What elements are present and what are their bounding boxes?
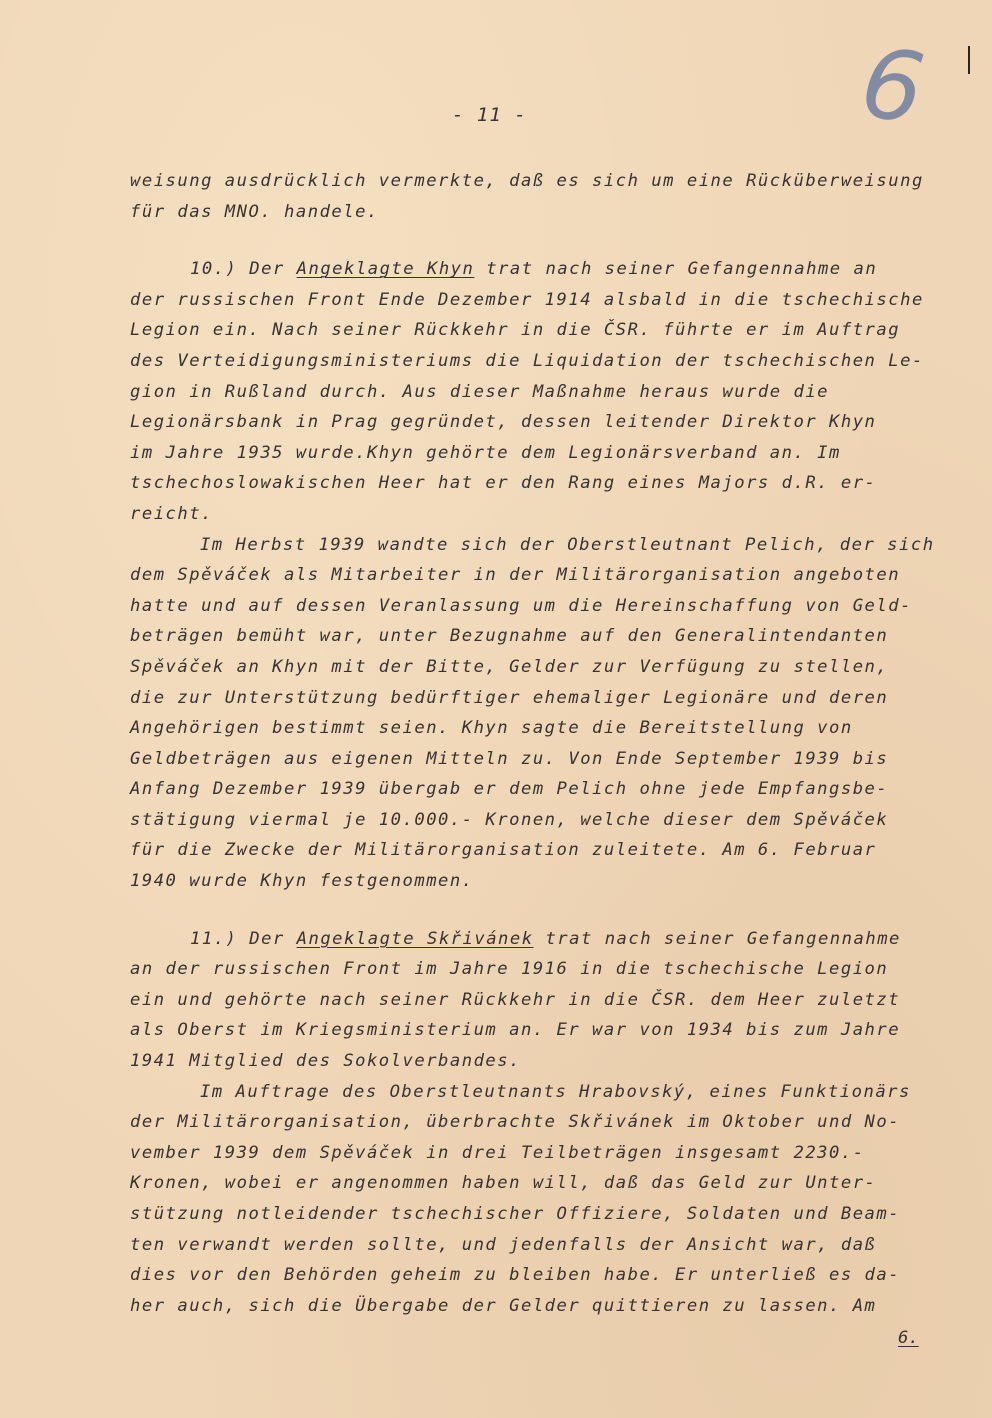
catchword: 6.: [898, 1328, 919, 1348]
page-number: - 11 -: [452, 104, 527, 126]
paragraph-11-heading: [130, 924, 970, 955]
text-line: Legion ein. Nach seiner Rückkehr in die ČSR. führte er im Auftrag: [130, 320, 901, 341]
text-line: her auch, sich die Übergabe der Gelder quittieren zu lassen. Am: [130, 1295, 877, 1316]
text-line: Anfang Dezember 1939 übergab er dem Pelich ohne jede Empfangsbe-: [130, 779, 889, 800]
text-line: Geldbeträgen aus eigenen Mitteln zu. Von Ende September 1939 bis: [130, 748, 889, 769]
text-line: beträgen bemüht war, unter Bezugnahme auf den Generalintendanten: [130, 626, 889, 647]
text-line: reicht.: [130, 503, 213, 524]
text-line: vember 1939 dem Spěváček in drei Teilbeträgen insgesamt 2230.-: [130, 1142, 865, 1163]
text-line: weisung ausdrücklich vermerkte, daß es sich um eine Rücküberweisung: [130, 171, 924, 191]
paragraph-number: 10.) Der: [190, 259, 297, 280]
text-line: Im Auftrage des Oberstleutnants Hrabovský, eines Funktionärs: [200, 1081, 911, 1102]
text-line: Spěváček an Khyn mit der Bitte, Gelder zur Verfügung zu stellen,: [130, 656, 889, 677]
text-line: 1940 wurde Khyn festgenommen.: [130, 871, 474, 892]
text-line: ten verwandt werden sollte, und jedenfalls der Ansicht war, daß: [130, 1234, 877, 1255]
text-line: 1941 Mitglied des Sokolverbandes.: [130, 1051, 521, 1072]
text-line: ein und gehörte nach seiner Rückkehr in die ČSR. dem Heer zuletzt: [130, 989, 901, 1010]
paragraph-number: 11.) Der: [190, 928, 297, 949]
text-line: Im Herbst 1939 wandte sich der Oberstleutnant Pelich, der sich: [200, 534, 935, 555]
document-body: [130, 166, 970, 1321]
text-line: im Jahre 1935 wurde.Khyn gehörte dem Legionärsverband an. Im: [130, 442, 841, 463]
text-line: für das MNO. handele.: [130, 201, 379, 222]
handwritten-folio-number: 6: [854, 26, 931, 146]
text-line: gion in Rußland durch. Aus dieser Maßnahme heraus wurde die: [130, 381, 830, 402]
text-line: der Militärorganisation, überbrachte Skřivánek im Oktober und No-: [130, 1112, 901, 1133]
text-line: stätigung viermal je 10.000.- Kronen, welche dieser dem Spěváček: [130, 809, 889, 830]
text-line: als Oberst im Kriegsministerium an. Er war von 1934 bis zum Jahre: [130, 1020, 901, 1041]
text-line: trat nach seiner Gefangennahme an: [474, 259, 878, 280]
text-line: dies vor den Behörden geheim zu bleiben habe. Er unterließ es da-: [130, 1265, 901, 1286]
text-line: tschechoslowakischen Heer hat er den Rang eines Majors d.R. er-: [130, 473, 877, 494]
text-line: Angehörigen bestimmt seien. Khyn sagte die Bereitstellung von: [130, 718, 853, 739]
defendant-name: Angeklagte Skřivánek: [296, 928, 534, 949]
text-line: für die Zwecke der Militärorganisation zuleitete. Am 6. Februar: [130, 840, 877, 861]
text-line: stützung notleidender tschechischer Offiziere, Soldaten und Beam-: [130, 1204, 901, 1224]
text-line: die zur Unterstützung bedürftiger ehemaliger Legionäre und deren: [130, 687, 889, 708]
page-edge-mark: [968, 46, 970, 74]
text-line: Kronen, wobei er angenommen haben will, daß das Geld zur Unter-: [130, 1173, 877, 1194]
text-line: hatte und auf dessen Veranlassung um die Hereinschaffung von Geld-: [130, 595, 912, 616]
defendant-name: Angeklagte Khyn: [296, 259, 475, 280]
text-line: Legionärsbank in Prag gegründet, dessen leitender Direktor Khyn: [130, 412, 877, 433]
text-line: der russischen Front Ende Dezember 1914 alsbald in die tschechische: [130, 289, 924, 310]
paragraph-10-heading: [130, 254, 970, 285]
text-line: an der russischen Front im Jahre 1916 in die tschechische Legion: [130, 959, 889, 980]
text-line: des Verteidigungsministeriums die Liquidation der tschechischen Le-: [130, 350, 924, 371]
text-line: trat nach seiner Gefangennahme: [533, 928, 901, 949]
text-line: dem Spěváček als Mitarbeiter in der Militärorganisation angeboten: [130, 565, 901, 586]
